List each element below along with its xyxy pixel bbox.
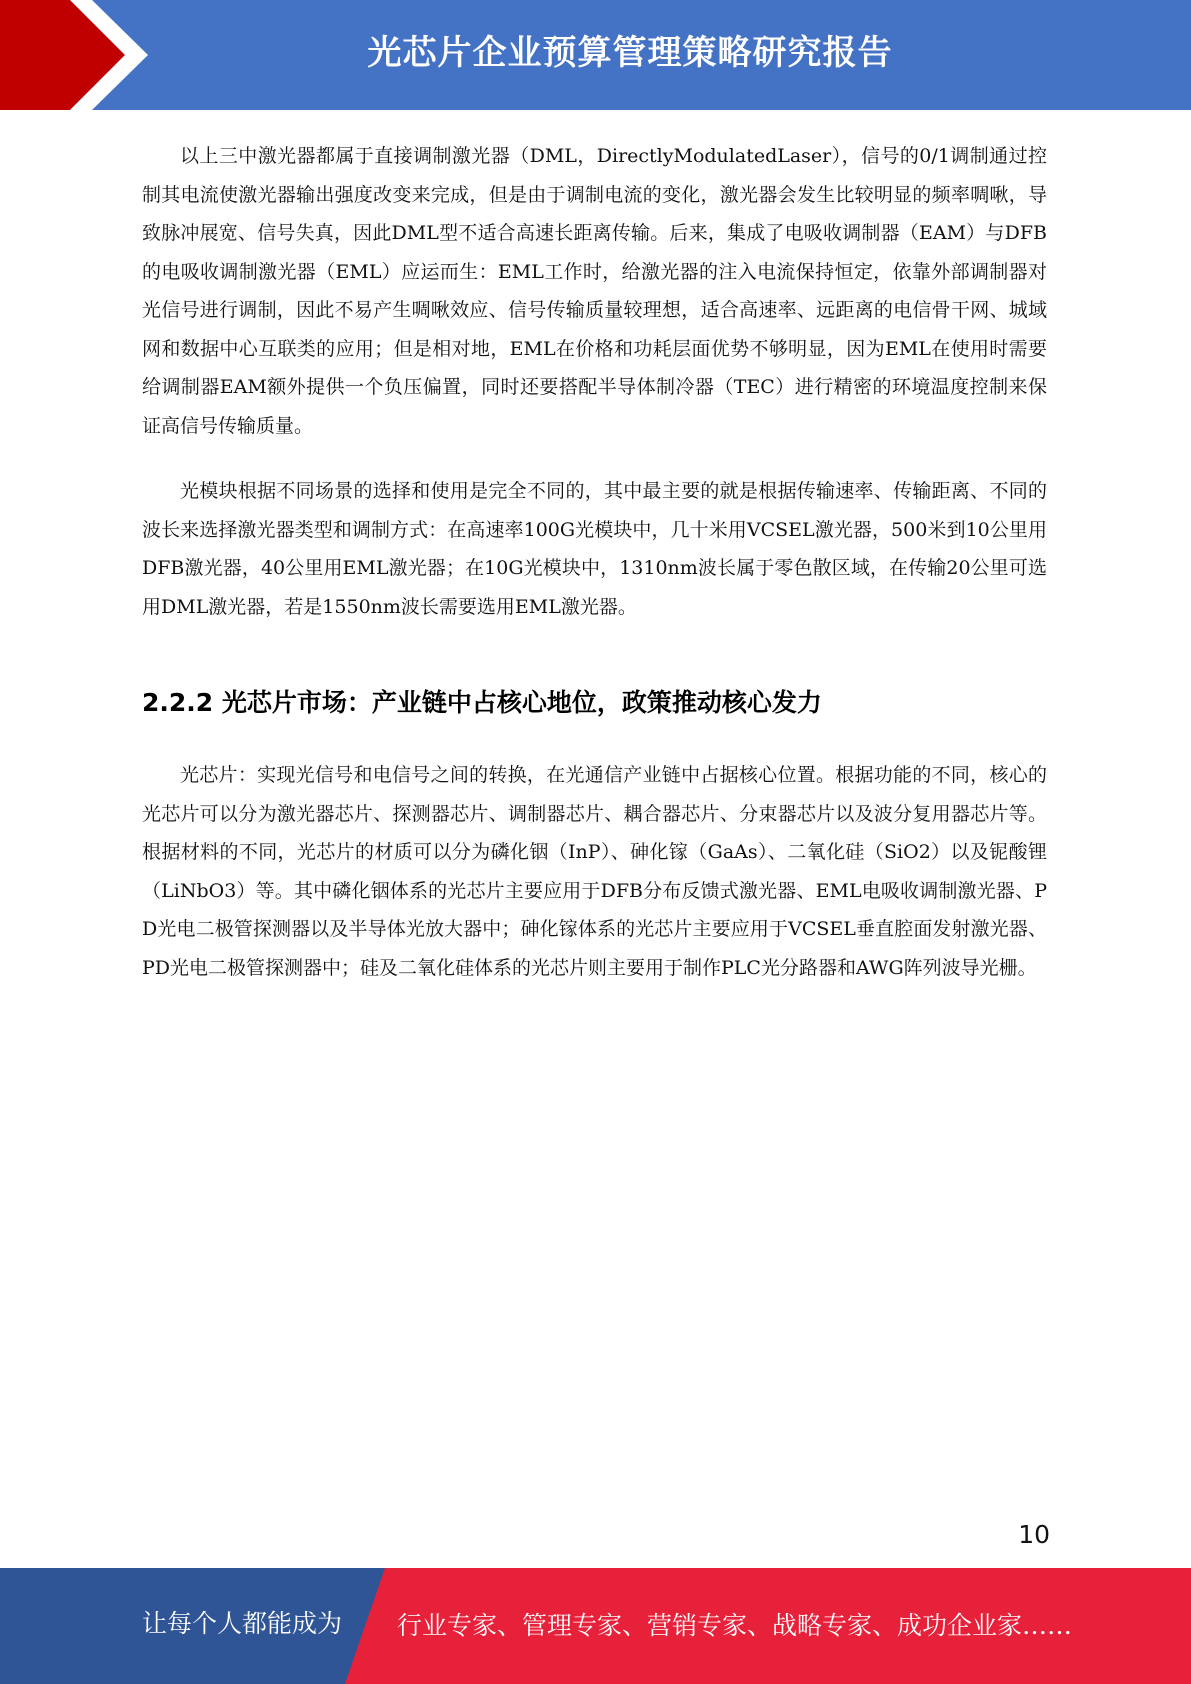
paragraph-optical-module: 光模块根据不同场景的选择和使用是完全不同的，其中最主要的就是根据传输速率、传输距离、不同的波长来选择激光器类型和调制方式：在高速率100G光模块中，几十米用VCSEL激光器，500米到10公里用DFB激光器，40公里用EML激光器；在10G光模块中，1310nm波长属于零色散区域，在传输20公里可选用DML激光器，若是1550nm波长需要选用EML激光器。 [142,480,1047,618]
page-header [0,0,1191,110]
footer-slogan-right: 行业专家、管理专家、营销专家、战略专家、成功企业家…… [397,1611,1073,1640]
paragraph-optical-chip: 光芯片：实现光信号和电信号之间的转换，在光通信产业链中占据核心位置。根据功能的不同，核心的光芯片可以分为激光器芯片、探测器芯片、调制器芯片、耦合器芯片、分束器芯片以及波分复用器芯片等。根据材料的不同，光芯片的材质可以分为磷化铟（InP）、砷化镓（GaAs）、二氧化硅（SiO2）以及铌酸锂（LiNbO3）等。其中磷化铟体系的光芯片主要应用于DFB分布反馈式激光器、EML电吸收调制激光器、PD光电二极管探测器以及半导体光放大器中；砷化镓体系的光芯片主要应用于VCSEL垂直腔面发射激光器、PD光电二极管探测器中；硅及二氧化硅体系的光芯片则主要用于制作PLC光分路器和AWG阵列波导光栅。 [142,764,1047,979]
page-number: 10 [1018,1520,1050,1549]
header-chevron-decoration [0,0,160,110]
section-heading: 2.2.2 光芯片市场：产业链中占核心地位，政策推动核心发力 [142,688,822,717]
page-footer [0,1568,1191,1684]
paragraph-laser-types: 以上三中激光器都属于直接调制激光器（DML，DirectlyModulatedLaser），信号的0/1调制通过控制其电流使激光器输出强度改变来完成，但是由于调制电流的变化，激光器会发生比较明显的频率啁啾，导致脉冲展宽、信号失真，因此DML型不适合高速长距离传输。后来，集成了电吸收调制器（EAM）与DFB的电吸收调制激光器（EML）应运而生：EML工作时，给激光器的注入电流保持恒定，依靠外部调制器对光信号进行调制，因此不易产生啁啾效应、信号传输质量较理想，适合高速率、远距离的电信骨干网、城域网和数据中心互联类的应用；但是相对地，EML在价格和功耗层面优势不够明显，因为EML在使用时需要给调制器EAM额外提供一个负压偏置，同时还要搭配半导体制冷器（TEC）进行精密的环境温度控制来保证高信号传输质量。 [142,145,1047,437]
footer-slogan-left: 让每个人都能成为 [142,1609,343,1638]
report-title: 光芯片企业预算管理策略研究报告 [367,33,893,73]
